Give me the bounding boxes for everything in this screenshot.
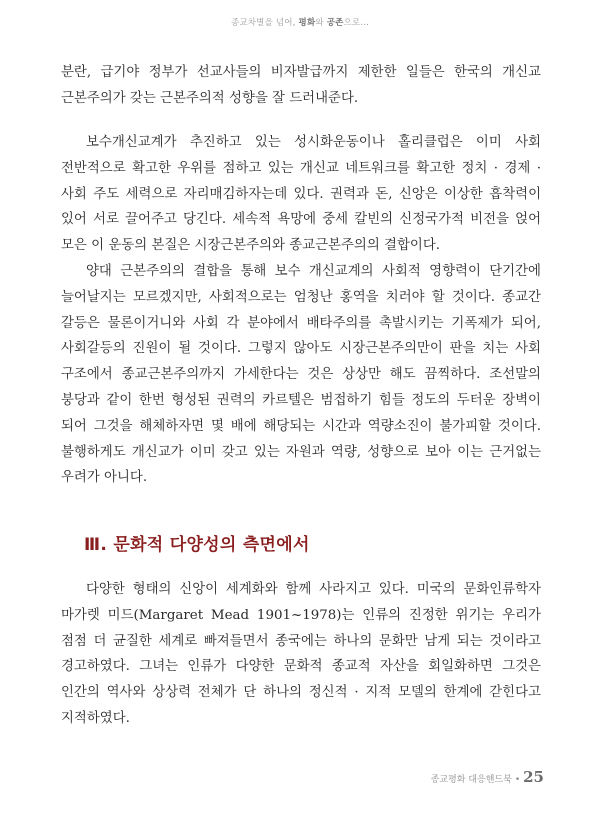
- section-heading: Ⅲ. 문화적 다양성의 측면에서: [84, 535, 310, 555]
- paragraph-continued: 분란, 급기야 정부가 선교사들의 비자발급까지 제한한 일들은 한국의 개신교 근본주의가 갖는 근본주의적 성향을 잘 드러내준다.: [61, 65, 541, 106]
- paragraph-cultural-diversity: 다양한 형태의 신앙이 세계화와 함께 사라지고 있다. 미국의 문화인류학자 마가렛 미드(Margaret Mead 1901~1978)는 인류의 진정한 위기는 우리가 점점 더 균질한 세계로 빠져들면서 종국에는 하나의 문화만 남게 되는 것이라고 경고하였다. 그녀는 인류가 다양한 문화적 종교적 자산을 회일화하면 그것은 인간의 역사와 상상력 전체가 단 하나의 정신적 · 지적 모델의 한계에 갇힌다고 지적하였다.: [61, 582, 541, 726]
- page-footer: [431, 768, 544, 786]
- paragraph-sisawha-movement: 보수개신교계가 추진하고 있는 성시화운동이나 홀리클럽은 이미 사회 전반적으로 확고한 우위를 점하고 있는 개신교 네트워크를 확고한 정치 · 경제 · 사회 주도 세력으로 자리매김하자는데 있다. 권력과 돈, 신앙은 이상한 흡착력이 있어 서로 끌어주고 당긴다. 세속적 욕망에 중세 칼빈의 신정국가적 비전을 얹어 모은 이 운동의 본질은 시장근본주의와 종교근본주의의 결합이다.: [61, 135, 541, 254]
- running-title-suffix: 으로...: [343, 18, 370, 28]
- page-number: 25: [523, 768, 544, 786]
- body-block-top: [61, 60, 541, 112]
- running-title-peace: 평화: [298, 18, 316, 28]
- running-title-coexist: 공존: [326, 18, 344, 28]
- running-title-mid: 와: [315, 18, 327, 28]
- body-block-bottom: [61, 577, 541, 732]
- running-title-prefix: 종교차별을 넘어,: [230, 18, 299, 28]
- running-header: [0, 16, 600, 28]
- footer-separator: •: [514, 775, 521, 785]
- footer-book-title: 종교평화 대응핸드북: [430, 775, 512, 785]
- paragraph-fundamentalism-union: 양대 근본주의의 결합을 통해 보수 개신교계의 사회적 영향력이 단기간에 늘어날지는 모르겠지만, 사회적으로는 엄청난 홍역을 치러야 할 것이다. 종교간 갈등은 물론이거니와 사회 각 분야에서 배타주의를 촉발시키는 기폭제가 되어, 사회갈등의 진원이 될 것이다. 그렇지 않아도 시장근본주의만이 판을 치는 사회 구조에서 종교근본주의까지 가세한다는 것은 상상만 해도 끔찍하다. 조선말의 붕당과 같이 한번 형성된 권력의 카르텔은 범접하기 힘들 정도의 두터운 장벽이 되어 그것을 해체하자면 몇 배에 해당되는 시간과 역량소진이 불가피할 것이다. 불행하게도 개신교가 이미 갖고 있는 자원과 역량, 성향으로 보아 이는 근거없는 우려가 아니다.: [61, 263, 541, 486]
- body-block-middle: [61, 130, 541, 491]
